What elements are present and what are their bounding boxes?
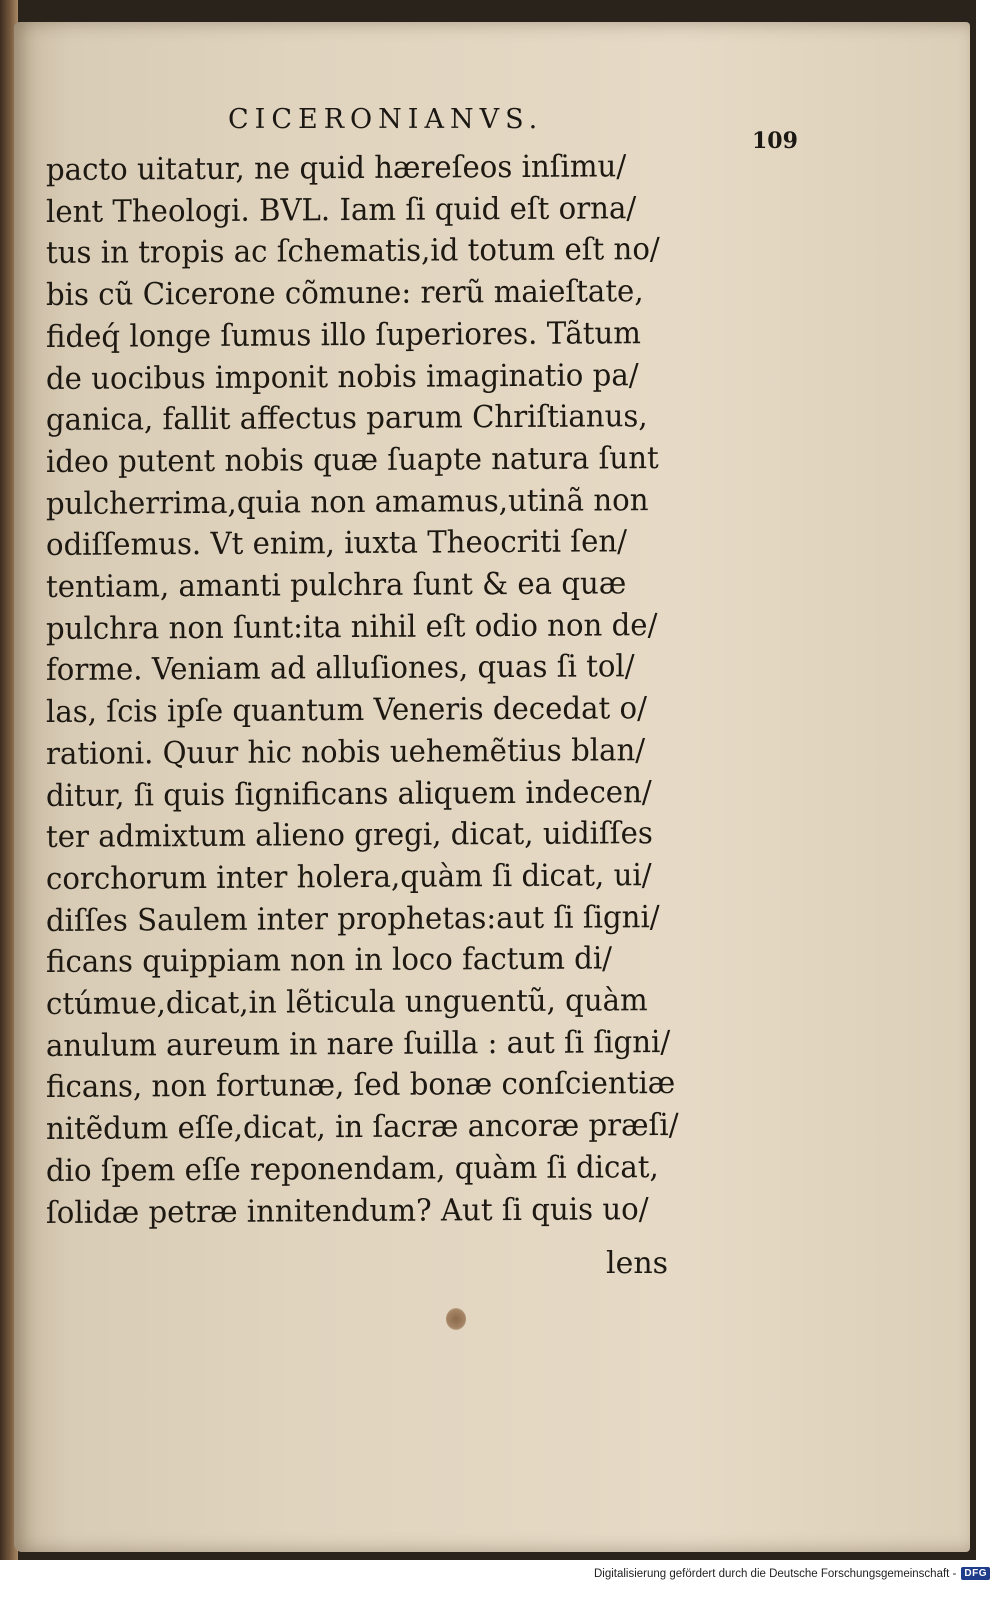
text-line: dio ſpem eſſe reponendam, quàm ſi dicat, xyxy=(46,1149,659,1189)
text-line: de uocibus imponit nobis imaginatio pa/ xyxy=(46,357,639,397)
text-line: ficans quippiam non in loco factum di/ xyxy=(46,941,613,981)
text-line: nitẽdum eſſe,dicat, in ſacræ ancoræ præſi/ xyxy=(46,1108,679,1148)
text-line: pulcherrima,quia non amamus,utinã non xyxy=(46,482,649,522)
text-line: corchorum inter holera,quàm ſi dicat, ui/ xyxy=(46,858,652,897)
running-head: CICERONIANVS. xyxy=(228,104,544,135)
catchword: lens xyxy=(606,1246,669,1281)
ink-blot xyxy=(446,1308,466,1330)
text-line: ſolidæ petræ innitendum? Aut ſi quis uo/ xyxy=(46,1191,649,1231)
text-line: ctúmue,dicat,in lẽticula unguentũ, quàm xyxy=(46,983,648,1023)
text-line: anulum aureum in nare ſuilla : aut ſi ſigni/ xyxy=(46,1024,671,1064)
footer-credit: Digitalisierung gefördert durch die Deutsche Forschungsgemeinschaft - xyxy=(593,1567,957,1580)
text-line: lent Theologi. BVL. Iam ſi quid eſt orna/ xyxy=(46,190,637,230)
digitization-footer xyxy=(594,1567,990,1580)
text-line: ideo putent nobis quæ ſuapte natura ſunt xyxy=(46,441,659,480)
text-line: forme. Veniam ad alluſiones, quas ſi tol/ xyxy=(46,649,635,689)
page-number: 109 xyxy=(752,128,798,154)
text-line: diſſes Saulem inter prophetas:aut ſi ſigni/ xyxy=(46,899,660,939)
text-line: bis cũ Cicerone cõmune: rerũ maieſtate, xyxy=(46,274,644,314)
text-line: ter admixtum alieno gregi, dicat, uidiſſes xyxy=(46,816,653,856)
text-line: pulchra non ſunt:ita nihil eſt odio non de/ xyxy=(46,607,658,647)
text-line: ditur, ſi quis ſignificans aliquem indecen/ xyxy=(46,774,652,814)
text-line: tus in tropis ac ſchematis,id totum eſt no/ xyxy=(46,232,660,272)
text-line: ficans, non fortunæ, ſed bonæ conſcientiæ xyxy=(46,1066,676,1106)
text-line: rationi. Quur hic nobis uehemẽtius blan/ xyxy=(46,733,646,772)
text-line: pacto uitatur, ne quid hæreſeos inſimu/ xyxy=(46,149,627,188)
text-line: fideq́ longe ſumus illo ſuperiores. Tãtum xyxy=(46,316,641,355)
text-line: ganica, fallit affectus parum Chriſtianus, xyxy=(46,399,648,439)
text-line: odiſſemus. Vt enim, iuxta Theocriti ſen/ xyxy=(46,524,628,564)
text-block xyxy=(46,150,736,1234)
text-line: tentiam, amanti pulchra ſunt & ea quæ xyxy=(46,566,627,606)
dfg-logo: DFG xyxy=(961,1567,990,1580)
text-line: las, ſcis ipſe quantum Veneris decedat o/ xyxy=(46,691,647,731)
